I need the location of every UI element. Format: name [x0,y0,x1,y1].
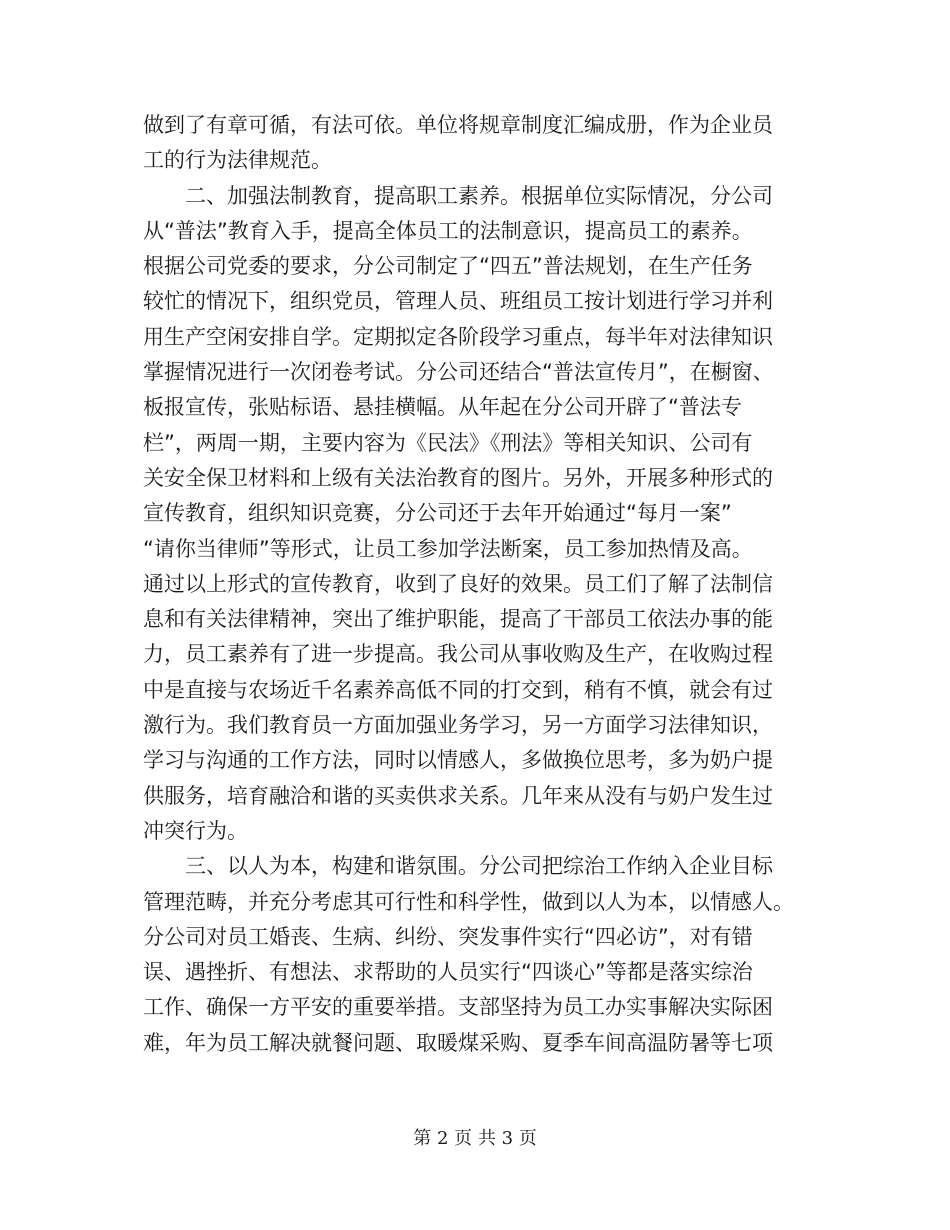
text-line: 三、以人为本，构建和谐氛围。分公司把综治工作纳入企业目标 [143,854,773,879]
text-line: 管理范畴，并充分考虑其可行性和科学性，做到以人为本，以情感人。 [143,889,794,914]
body-text [143,108,823,1061]
text-line: 分公司对员工婚丧、生病、纠纷、突发事件实行“四必访”，对有错 [143,924,753,949]
text-line: 板报宣传，张贴标语、悬挂横幅。从年起在分公司开辟了“普法专 [143,395,742,420]
text-line: 较忙的情况下，组织党员，管理人员、班组员工按计划进行学习并利 [143,289,773,314]
page-number-footer: 第 2 页 共 3 页 [413,1128,537,1149]
text-line: 供服务，培育融洽和谐的买卖供求关系。几年来从没有与奶户发生过 [143,783,773,808]
text-line: 关安全保卫材料和上级有关法治教育的图片。另外，开展多种形式的 [143,465,773,490]
text-line: 根据公司党委的要求，分公司制定了“四五”普法规划，在生产任务 [143,254,753,279]
text-line: 难，年为员工解决就餐问题、取暖煤采购、夏季车间高温防暑等七项 [143,1030,773,1055]
text-line: 宣传教育，组织知识竞赛，分公司还于去年开始通过“每月一案” [143,501,732,526]
text-line: 用生产空闲安排自学。定期拟定各阶段学习重点，每半年对法律知识 [143,324,773,349]
text-line: 工的行为法律规范。 [143,148,332,173]
text-line: 栏”，两周一期，主要内容为《民法》《刑法》等相关知识、公司有 [143,430,753,455]
text-line: 二、加强法制教育，提高职工素养。根据单位实际情况，分公司 [143,183,773,208]
text-line: 力，员工素养有了进一步提高。我公司从事收购及生产，在收购过程 [143,642,773,667]
text-line: 通过以上形式的宣传教育，收到了良好的效果。员工们了解了法制信 [143,571,773,596]
text-line: 做到了有章可循，有法可依。单位将规章制度汇编成册，作为企业员 [143,113,773,137]
text-line: 从“普法”教育入手，提高全体员工的法制意识，提高员工的素养。 [143,218,753,243]
text-line: “请你当律师”等形式，让员工参加学法断案，员工参加热情及高。 [143,536,753,561]
text-line: 学习与沟通的工作方法，同时以情感人，多做换位思考，多为奶户提 [143,748,773,773]
text-line: 中是直接与农场近千名素养高低不同的打交到，稍有不慎，就会有过 [143,677,773,702]
text-line: 冲突行为。 [143,818,248,843]
text-line: 工作、确保一方平安的重要举措。支部坚持为员工办实事解决实际困 [143,995,773,1020]
text-line: 息和有关法律精神，突出了维护职能，提高了干部员工依法办事的能 [143,607,773,632]
text-line: 误、遇挫折、有想法、求帮助的人员实行“四谈心”等都是落实综治 [143,960,753,985]
text-line: 掌握情况进行一次闭卷考试。分公司还结合“普法宣传月”，在橱窗、 [143,360,774,385]
text-line: 激行为。我们教育员一方面加强业务学习，另一方面学习法律知识， [143,713,773,738]
